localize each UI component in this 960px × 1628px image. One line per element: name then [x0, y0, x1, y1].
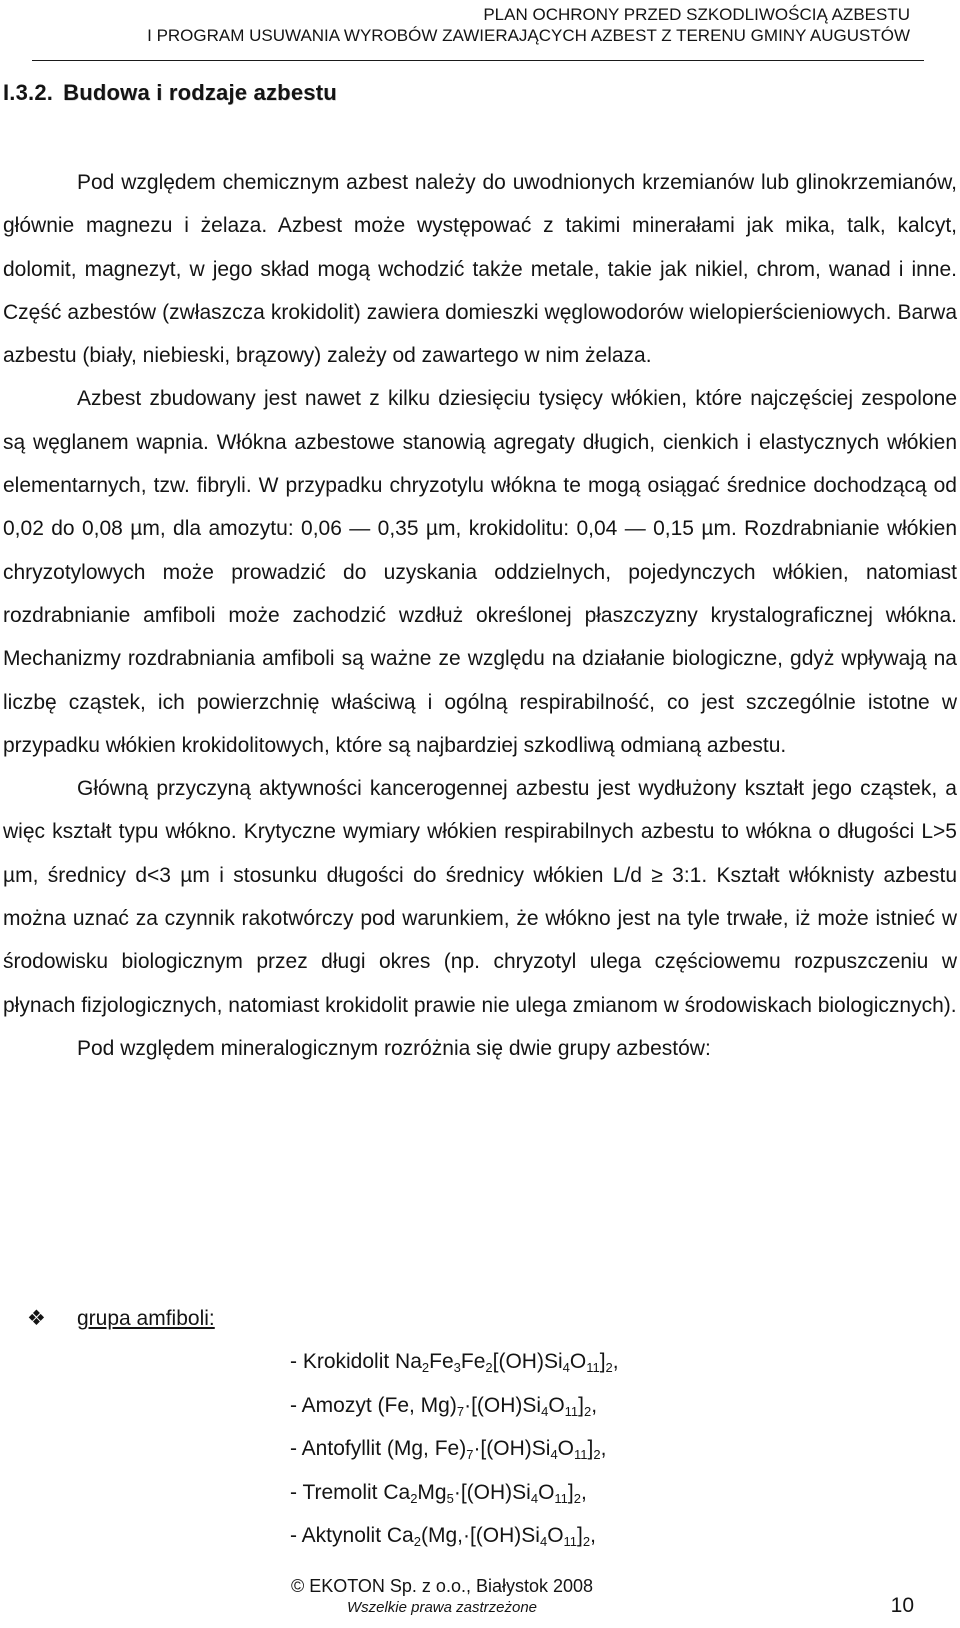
- section-heading: [3, 80, 337, 106]
- formula-subscript: 11: [563, 1534, 578, 1549]
- formula-subscript: 3: [453, 1360, 461, 1375]
- formula-subscript: 11: [554, 1490, 568, 1506]
- formula-subscript: 4: [550, 1447, 558, 1462]
- formula-subscript: 2: [485, 1360, 493, 1375]
- formula-subscript: 11: [564, 1403, 579, 1419]
- page-footer: [0, 1576, 884, 1618]
- formula-subscript: 4: [539, 1534, 548, 1549]
- body-text: [3, 161, 957, 1070]
- formula-subscript: 11: [586, 1360, 600, 1375]
- formula-subscript: 2: [421, 1360, 430, 1375]
- section-title: Budowa i rodzaje azbestu: [63, 80, 337, 105]
- header-divider: [32, 60, 924, 61]
- mineral-item: - Amozyt (Fe, $Mg)_7\cdot[(OH)Si_4O_{11}]_2$,: [290, 1393, 598, 1419]
- mineral-list: [290, 1340, 619, 1558]
- paragraph: Azbest zbudowany jest nawet z kilku dziesięciu tysięcy włókien, które najczęściej zespolone są węglanem wapnia. Włókna azbestowe stanowią agregaty długich, cienkich i elastycznych włókien elementarnych, tzw. fibryli. W przypadku chryzotylu włókna te mogą osiągać średnice dochodzącą od 0,02 do 0,08 µm, dla amozytu: 0,06 — 0,35 µm, krokidolitu: 0,04 — 0,15 µm. Rozdrabnianie włókien chryzotylowych może prowadzić do uzyskania oddzielnych, pojedynczych włókien, natomiast rozdrabnianie amfiboli może zachodzić wzdłuż określonej płaszczyzny krystalograficznej włókna. Mechanizmy rozdrabniania amfiboli są ważne ze względu na działanie biologiczne, gdyż wpływają na liczbę cząstek, ich powierzchnię właściwą i ogólną respirabilność, co jest szczególnie istotne w przypadku włókien krokidolitowych, które są najbardziej szkodliwą odmianą azbestu.: [3, 387, 957, 757]
- formula-subscript: 2: [582, 1534, 591, 1549]
- mineral-item: - Aktynolit $Ca_2(Mg,\cdot[(OH)Si_4O_{11}]_2$,: [290, 1524, 596, 1549]
- formula-subscript: 11: [574, 1447, 588, 1462]
- formula-subscript: 7: [456, 1403, 465, 1419]
- paragraph: Główną przyczyną aktywności kancerogennej azbestu jest wydłużony kształt jego cząstek, a więc kształt typu włókno. Krytyczne wymiary włókien respirabilnych azbestu to włókna o długości L>5 µm, średnicy d<3 µm i stosunku długości do średnicy włókien L/d ≥ 3:1. Kształt włóknisty azbestu można uznać za czynnik rakotwórczy pod warunkiem, że włókno jest na tyle trwałe, iż może istnieć w środowisku biologicznym przez długi okres (np. chryzotyl ulega częściowemu rozpuszczeniu w płynach fizjologicznych, natomiast krokidolit prawie nie ulega zmianom w środowiskach biologicznych).: [3, 777, 957, 1017]
- formula-subscript: 2: [410, 1490, 418, 1506]
- diamond-bullet-icon: ❖: [27, 1307, 46, 1330]
- header-subtitle-line: I PROGRAM USUWANIA WYROBÓW ZAWIERAJĄCYCH AZBEST Z TERENU GMINY AUGUSTÓW: [147, 26, 910, 45]
- header-title-line: PLAN OCHRONY PRZED SZKODLIWOŚCIĄ AZBESTU: [483, 5, 910, 24]
- formula-subscript: 2: [573, 1490, 581, 1506]
- mineral-item: - Antofyllit (Mg, $Fe)_7\cdot[(OH)Si_4O_{11}]_2$,: [290, 1437, 607, 1462]
- mineral-item: - Krokidolit $Na_2Fe_3Fe_2[(OH)Si_4O_{11}]_2$,: [290, 1350, 619, 1375]
- paragraph: Pod względem mineralogicznym rozróżnia się dwie grupy azbestów:: [77, 1036, 711, 1060]
- formula-subscript: 7: [466, 1447, 474, 1462]
- mineral-item: - Tremolit $Ca_2Mg_5\cdot[(OH)Si_4O_{11}]_2$,: [290, 1480, 587, 1506]
- formula-subscript: 2: [584, 1403, 592, 1419]
- formula-subscript: 2: [413, 1534, 421, 1549]
- footer-copyright: © EKOTON Sp. z o.o., Białystok 2008: [290, 1576, 594, 1596]
- paragraph: Pod względem chemicznym azbest należy do uwodnionych krzemianów lub glinokrzemianów, głównie magnezu i żelaza. Azbest może występować z takimi minerałami jak mika, talk, kalcyt, dolomit, magnezyt, w jego skład mogą wchodzić także metale, takie jak nikiel, chrom, wanad i inne. Część azbestów (zwłaszcza krokidolit) zawiera domieszki węglowodorów wielopierścieniowych. Barwa azbestu (biały, niebieski, brązowy) zależy od zawartego w nim żelaza.: [3, 171, 957, 368]
- formula-subscript: 4: [541, 1403, 549, 1419]
- formula-subscript: 4: [562, 1360, 570, 1375]
- footer-rights: Wszelkie prawa zastrzeżone: [346, 1599, 538, 1616]
- section-number: I.3.2.: [3, 80, 54, 105]
- document-header: [30, 4, 910, 46]
- formula-subscript: 5: [446, 1490, 454, 1506]
- page-number: 10: [890, 1594, 914, 1617]
- amphibole-group: [27, 1297, 215, 1340]
- formula-subscript: 4: [530, 1490, 539, 1506]
- group-label: grupa amfiboli:: [77, 1307, 215, 1330]
- formula-subscript: 2: [605, 1360, 613, 1375]
- formula-subscript: 2: [593, 1447, 601, 1462]
